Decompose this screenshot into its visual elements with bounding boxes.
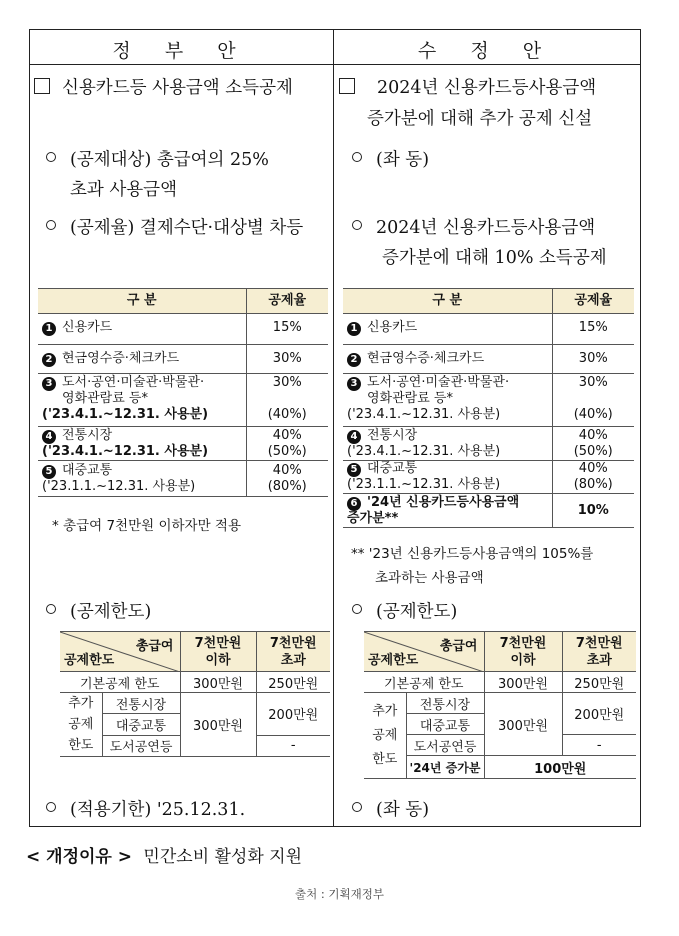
table-row: 5 대중교통 ('23.1.1.~12.31. 사용분) 40% (80%) [38,461,328,497]
number-badge-icon: 1 [42,322,56,336]
right-heading-cont: 증가분에 대해 추가 공제 신설 [367,109,593,129]
checkbox-square-icon [339,78,355,94]
left-note: * 총급여 7천만원 이하자만 적용 [52,518,241,534]
table-row: 4 전통시장 ('23.4.1.~12.31. 사용분) 40% (50%) [343,427,634,461]
table-row: 1 신용카드 15% [343,314,634,345]
number-badge-icon: 6 [347,497,361,511]
header-divider [29,64,640,65]
right-item2: 2024년 신용카드등사용금액 [352,214,595,239]
circle-bullet-icon [352,220,362,230]
revision-reason-text: 민간소비 활성화 지원 [143,847,303,867]
rate-table-head-category: 구 분 [38,289,246,314]
table-row: 3 도서·공연·미술관·박물관· 영화관람료 등* ('23.4.1.~12.31. 사용분) 30% (40%) [38,374,328,427]
left-rate-table [38,288,328,497]
circle-bullet-icon [46,220,56,230]
rate-table-head-category: 구 분 [343,289,552,314]
left-item2: (공제율) 결제수단·대상별 차등 [46,214,303,239]
revision-reason-label: < 개정이유 > [26,847,133,867]
right-item1: (좌 동) [352,146,429,171]
number-badge-icon: 5 [42,465,56,479]
right-effective-period: (좌 동) [352,796,429,821]
checkbox-square-icon [34,78,50,94]
circle-bullet-icon [46,604,56,614]
right-column-header: 수 정 안 [417,40,556,62]
right-note-cont: 초과하는 사용금액 [375,570,484,586]
circle-bullet-icon [46,802,56,812]
left-effective-period: (적용기한) '25.12.31. [46,796,245,821]
left-heading: 신용카드등 사용금액 소득공제 [34,74,293,99]
right-item2-cont: 증가분에 대해 10% 소득공제 [382,248,607,268]
table-row: 2 현금영수증·체크카드 30% [343,345,634,374]
number-badge-icon: 1 [347,322,361,336]
circle-bullet-icon [352,604,362,614]
right-heading: 2024년 신용카드등사용금액 [339,74,596,99]
number-badge-icon: 4 [347,430,361,444]
right-limit-title: (공제한도) [352,598,457,623]
rate-table-head-rate: 공제율 [552,289,634,314]
limit-table-corner: 총급여 공제한도 [60,632,180,672]
table-row: 5 대중교통 ('23.1.1.~12.31. 사용분) 40% (80%) [343,461,634,494]
column-divider [333,29,334,826]
number-badge-icon: 4 [42,430,56,444]
circle-bullet-icon [352,152,362,162]
source-credit: 출처 : 기획재정부 [295,887,384,901]
table-row-new: 6 '24년 신용카드등사용금액 증가분** 10% [343,494,634,528]
number-badge-icon: 3 [347,377,361,391]
number-badge-icon: 2 [42,353,56,367]
revision-reason [26,842,302,867]
table-row: 4 전통시장 ('23.4.1.~12.31. 사용분) 40% (50%) [38,427,328,461]
circle-bullet-icon [352,802,362,812]
number-badge-icon: 5 [347,463,361,477]
left-item1-cont: 초과 사용금액 [70,180,177,200]
right-limit-table: 총급여 공제한도 7천만원 이하 7천만원 초과 기본공제 한도 300만원 250만원 추가 공제 한도 전통시장 300만원 200만원 대중교통 도서공연등 - '24년 증가분 100만원 [364,631,636,779]
table-row: 1 신용카드 15% [38,314,328,345]
left-limit-title: (공제한도) [46,598,151,623]
limit-table-corner: 총급여 공제한도 [364,632,484,672]
limit-row-new: '24년 증가분 100만원 [364,756,636,779]
left-column-header: 정 부 안 [112,40,250,62]
right-note: ** '23년 신용카드등사용금액의 105%를 [351,546,594,562]
right-rate-table [343,288,634,528]
circle-bullet-icon [46,152,56,162]
number-badge-icon: 2 [347,353,361,367]
number-badge-icon: 3 [42,377,56,391]
left-item1: (공제대상) 총급여의 25% [46,146,269,171]
table-row: 3 도서·공연·미술관·박물관· 영화관람료 등* ('23.4.1.~12.31. 사용분) 30% (40%) [343,374,634,427]
rate-table-head-rate: 공제율 [246,289,328,314]
left-limit-table: 총급여 공제한도 7천만원 이하 7천만원 초과 기본공제 한도 300만원 250만원 추가 공제 한도 전통시장 300만원 200만원 대중교통 도서공연등 - [60,631,330,757]
table-row: 2 현금영수증·체크카드 30% [38,345,328,374]
